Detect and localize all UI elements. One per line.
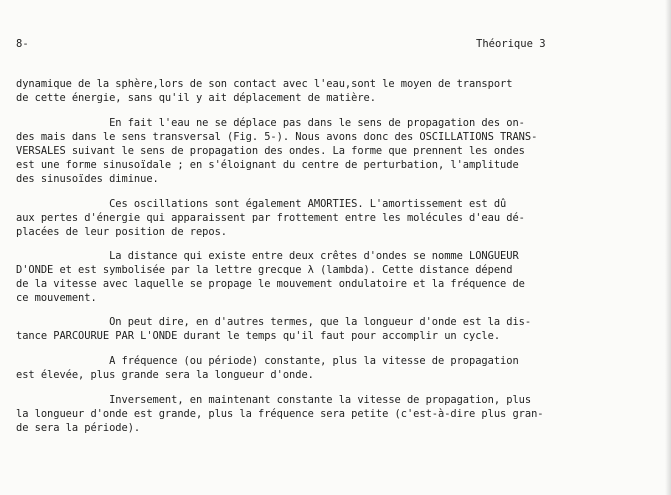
text-line: En fait l'eau ne se déplace pas dans le sens de propagation des on- bbox=[16, 117, 525, 129]
text-line: Ces oscillations sont également AMORTIES. L'amortissement est dû bbox=[16, 198, 507, 210]
text-line: placées de leur position de repos. bbox=[16, 226, 227, 238]
text-line: A fréquence (ou période) constante, plus la vitesse de propagation bbox=[16, 355, 519, 367]
text-line: Inversement, en maintenant constante la vitesse de propagation, plus bbox=[16, 394, 532, 406]
text-line: dynamique de la sphère,lors de son contact avec l'eau,sont le moyen de transport bbox=[16, 78, 513, 90]
text-line: est une forme sinusoïdale ; en s'éloignant du centre de perturbation, l'amplitude bbox=[16, 159, 519, 171]
text-line: des mais dans le sens transversal (Fig. 5-). Nous avons donc des OSCILLATIONS TRANS- bbox=[16, 131, 538, 143]
text-line: D'ONDE et est symbolisée par la lettre grecque λ (lambda). Cette distance dépend bbox=[16, 264, 513, 276]
text-line: est élevée, plus grande sera la longueur d'onde. bbox=[16, 369, 314, 381]
text-line: La distance qui existe entre deux crêtes d'ondes se nomme LONGUEUR bbox=[16, 250, 519, 262]
text-line: tance PARCOURUE PAR L'ONDE durant le temps qu'il faut pour accomplir un cycle. bbox=[16, 330, 501, 342]
text-line: VERSALES suivant le sens de propagation des ondes. La forme que prennent les ondes bbox=[16, 145, 525, 157]
text-line: On peut dire, en d'autres termes, que la longueur d'onde est la dis- bbox=[16, 316, 532, 328]
text-line: de la vitesse avec laquelle se propage le mouvement ondulatoire et la fréquence de bbox=[16, 278, 525, 290]
section-title: Théorique 3 bbox=[476, 38, 546, 50]
text-line: de cette énergie, sans qu'il y ait déplacement de matière. bbox=[16, 92, 376, 104]
page-edge-shadow bbox=[665, 0, 671, 495]
text-line: ce mouvement. bbox=[16, 292, 97, 304]
text-line: aux pertes d'énergie qui apparaissent par frottement entre les molécules d'eau dé- bbox=[16, 212, 525, 224]
page-number: 8- bbox=[16, 38, 29, 50]
text-line: la longueur d'onde est grande, plus la fréquence sera petite (c'est-à-dire plus gran- bbox=[16, 408, 544, 420]
text-line: de sera la période). bbox=[16, 422, 141, 434]
text-line: des sinusoïdes diminue. bbox=[16, 173, 159, 185]
